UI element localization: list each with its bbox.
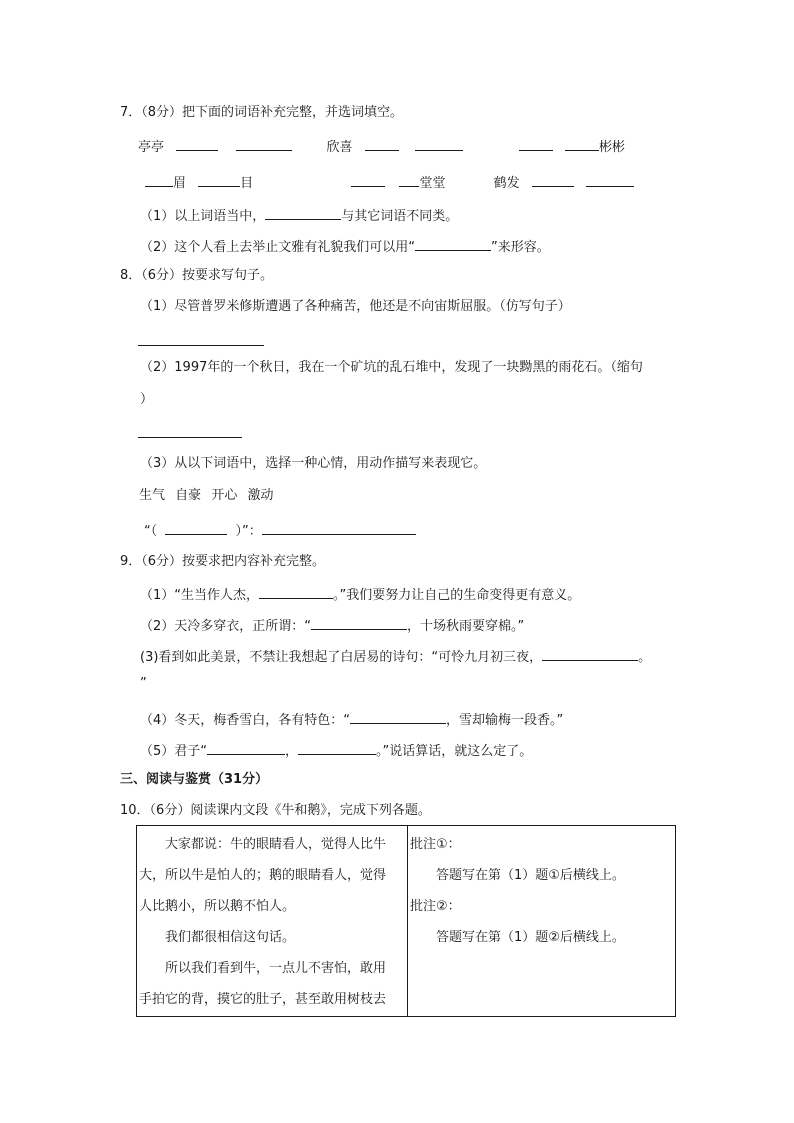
passage-cell — [137, 826, 408, 1017]
passage-line-2: 大，所以牛是怕人的；鹅的眼睛看人，觉得 — [139, 868, 387, 883]
q9-sub1 — [140, 584, 580, 605]
q7-sub2 — [140, 236, 550, 257]
q9-sub1-text: （1）“生当作人杰， — [140, 588, 260, 603]
q7-blank-6[interactable] — [565, 136, 599, 151]
q7-blank-9[interactable] — [351, 172, 385, 187]
q9-sub5-blank-2[interactable] — [298, 740, 376, 755]
q9-sub4 — [140, 709, 563, 730]
q9-sub2-text-end: ，十场秋雨要穿棉。” — [407, 619, 525, 634]
q8-word-2: 自豪 — [175, 488, 202, 503]
q8-sub1-answer-line[interactable] — [138, 345, 264, 346]
q7-blank-3[interactable] — [365, 136, 399, 151]
q7-row1 — [138, 136, 625, 157]
q8-sub3-close: ）”： — [235, 524, 262, 539]
q9-sub2 — [140, 615, 524, 636]
q9-sub3-cont: ” — [140, 676, 147, 691]
q7-blank-7[interactable] — [145, 172, 173, 187]
q8-sub3-answer — [144, 520, 416, 541]
q7-sub2-text-end: ”来形容。 — [491, 240, 550, 255]
q7-blank-4[interactable] — [415, 136, 463, 151]
q8-mood-blank[interactable] — [165, 520, 227, 535]
q8-header: 8．（6分）按要求写句子。 — [120, 268, 274, 283]
q7-row2-word1: 眉 — [173, 176, 187, 191]
q7-sub1 — [140, 205, 458, 226]
q7-blank-12[interactable] — [586, 172, 634, 187]
q8-sub2: （2）1997年的一个秋日，我在一个矿坑的乱石堆中，发现了一块黝黑的雨花石。（缩句 — [140, 360, 643, 375]
q8-sub3: （3）从以下词语中，选择一种心情，用动作描写来表现它。 — [140, 456, 487, 471]
passage-line-6: 手拍它的背，摸它的肚子，甚至敢用树枝去 — [139, 992, 387, 1007]
q7-row2-word4: 鹤发 — [493, 176, 520, 191]
q7-blank-11[interactable] — [532, 172, 574, 187]
q9-sub5-text: （5）君子“ — [140, 744, 208, 759]
annotation-2-note: 答题写在第（1）题②后横线上。 — [436, 930, 625, 945]
q9-sub1-text-end: 。”我们要努力让自己的生命变得更有意义。 — [333, 588, 581, 603]
q7-blank-8[interactable] — [198, 172, 240, 187]
q8-sub1: （1）尽管普罗米修斯遭遇了各种痛苦，他还是不向宙斯屈服。（仿写句子） — [140, 299, 571, 314]
q7-sub1-text-end: 与其它词语不同类。 — [341, 209, 459, 224]
q7-row2 — [145, 172, 634, 193]
annotation-cell — [408, 826, 676, 1017]
q9-sub2-text: （2）天冷多穿衣，正所谓：“ — [140, 619, 312, 634]
q8-word-options — [139, 487, 273, 505]
q7-sub1-blank[interactable] — [265, 205, 341, 220]
q9-sub5-text-end: 。”说话算话，就这么定了。 — [376, 744, 533, 759]
q8-sub3-blank[interactable] — [262, 520, 416, 535]
q8-word-3: 开心 — [211, 488, 238, 503]
q9-sub4-blank[interactable] — [350, 709, 446, 724]
q8-word-1: 生气 — [139, 488, 166, 503]
section-3-title: 三、阅读与鉴赏（31分） — [120, 772, 269, 787]
q8-sub3-open: “（ — [144, 524, 158, 539]
q7-blank-5[interactable] — [519, 136, 553, 151]
q7-header: 7．（8分）把下面的词语补充完整，并选词填空。 — [120, 105, 404, 120]
reading-passage-table — [136, 825, 676, 1017]
passage-line-3: 人比鹅小，所以鹅不怕人。 — [139, 899, 296, 914]
q9-sub3 — [140, 646, 651, 667]
q7-row2-word2: 目 — [240, 176, 254, 191]
annotation-2-label: 批注②： — [410, 899, 461, 914]
q7-sub1-text: （1）以上词语当中， — [140, 209, 266, 224]
q9-sub5-blank-1[interactable] — [207, 740, 285, 755]
q9-sub3-text-end: 。 — [638, 650, 652, 665]
passage-line-4: 我们都很相信这句话。 — [165, 930, 296, 945]
q9-header: 9．（6分）按要求把内容补充完整。 — [120, 554, 326, 569]
q9-sub4-text: （4）冬天，梅香雪白，各有特色：“ — [140, 713, 351, 728]
q7-row2-word3: 堂堂 — [419, 176, 446, 191]
passage-line-5: 所以我们看到牛，一点儿不害怕，敢用 — [165, 961, 387, 976]
q7-row1-word1: 亭亭 — [138, 140, 165, 155]
q8-sub2-answer-line[interactable] — [138, 437, 242, 438]
passage-line-1: 大家都说：牛的眼睛看人，觉得人比牛 — [165, 837, 387, 852]
q9-sub3-blank[interactable] — [542, 646, 638, 661]
q8-sub2-cont: ） — [140, 392, 154, 407]
q7-blank-10[interactable] — [399, 172, 419, 187]
q9-sub5-comma: ， — [285, 744, 299, 759]
q7-sub2-blank[interactable] — [415, 236, 491, 251]
q9-sub3-text: (3)看到如此美景，不禁让我想起了白居易的诗句：“可怜九月初三夜， — [140, 650, 543, 665]
q8-word-4: 激动 — [247, 488, 274, 503]
q7-blank-2[interactable] — [236, 136, 292, 151]
q9-sub4-text-end: ，雪却输梅一段香。” — [446, 713, 564, 728]
annotation-1-note: 答题写在第（1）题①后横线上。 — [436, 868, 625, 883]
q7-row1-word3: 彬彬 — [599, 140, 626, 155]
q9-sub1-blank[interactable] — [259, 584, 333, 599]
q10-header: 10．（6分）阅读课内文段《牛和鹅》，完成下列各题。 — [120, 803, 431, 818]
annotation-1-label: 批注①： — [410, 837, 461, 852]
q7-sub2-text: （2）这个人看上去举止文雅有礼貌我们可以用“ — [140, 240, 416, 255]
q9-sub5 — [140, 740, 532, 761]
q7-row1-word2: 欣喜 — [326, 140, 353, 155]
q7-blank-1[interactable] — [176, 136, 218, 151]
q9-sub2-blank[interactable] — [311, 615, 407, 630]
